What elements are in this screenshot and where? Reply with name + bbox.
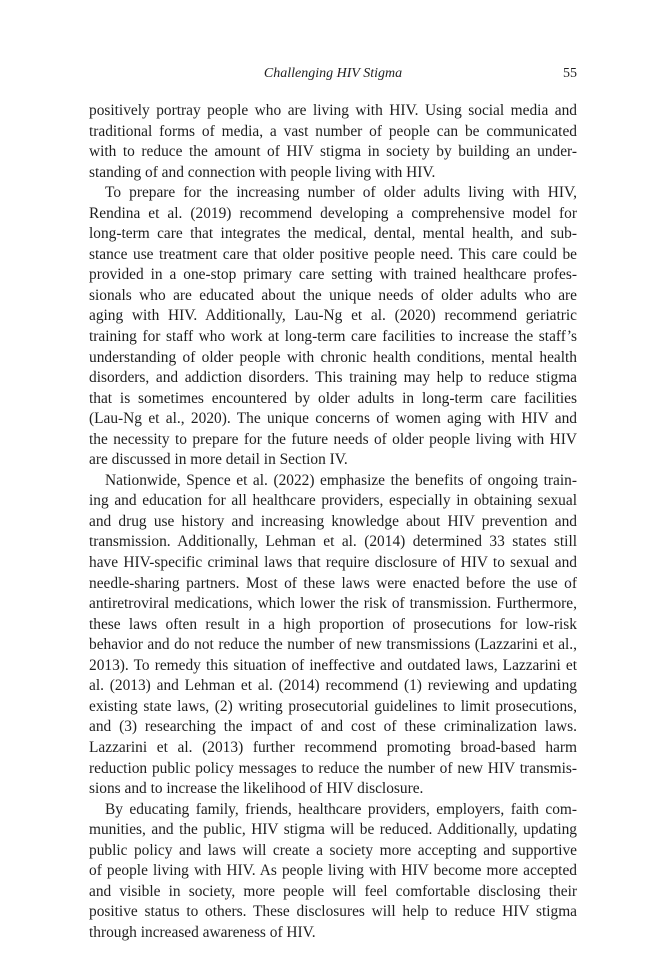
text-line: public policy and laws will create a society more accepting and supportive [89, 841, 577, 859]
text-line: By educating family, friends, healthcare providers, employers, faith com- [105, 800, 577, 818]
page-number: 55 [563, 66, 577, 81]
text-line: sions and to increase the likelihood of HIV disclosure. [89, 780, 424, 798]
text-line: Rendina et al. (2019) recommend developing a comprehensive model for [89, 204, 577, 222]
text-line: these laws often result in a high proportion of prosecutions for low-risk [89, 615, 577, 633]
running-head [89, 66, 577, 86]
text-line: and visible in society, more people will feel comfortable disclosing their [89, 882, 577, 900]
body-text [89, 101, 577, 943]
text-line: have HIV-specific criminal laws that require disclosure of HIV to sexual and [89, 554, 577, 572]
text-line: transmission. Additionally, Lehman et al. (2014) determined 33 states still [89, 533, 577, 551]
text-line: To prepare for the increasing number of older adults living with HIV, [105, 184, 577, 202]
text-line: the necessity to prepare for the future needs of older people living with HIV [89, 430, 577, 448]
text-line: munities, and the public, HIV stigma will be reduced. Additionally, updating [89, 821, 577, 839]
text-line: traditional forms of media, a vast number of people can be communicated [89, 122, 577, 140]
text-line: training for staff who work at long-term care facilities to increase the staff’s [89, 328, 577, 346]
text-line: of people living with HIV. As people living with HIV become more accepted [89, 862, 577, 880]
text-line: standing of and connection with people living with HIV. [89, 163, 436, 181]
text-line: Nationwide, Spence et al. (2022) emphasize the benefits of ongoing train- [105, 471, 577, 489]
text-line: with to reduce the amount of HIV stigma in society by building an under- [89, 143, 577, 161]
text-line: are discussed in more detail in Section IV. [89, 451, 348, 469]
text-line: ing and education for all healthcare providers, especially in obtaining sexual [89, 492, 577, 510]
text-line: behavior and do not reduce the number of new transmissions (Lazzarini et al., [89, 636, 577, 654]
text-line: needle-sharing partners. Most of these laws were enacted before the use of [89, 574, 577, 592]
running-title: Challenging HIV Stigma [263, 66, 403, 81]
text-line: disorders, and addiction disorders. This training may help to reduce stigma [89, 369, 577, 387]
text-line: Lazzarini et al. (2013) further recommend promoting broad-based harm [89, 738, 577, 756]
text-line: provided in a one-stop primary care setting with trained healthcare profes- [89, 266, 577, 284]
text-line: through increased awareness of HIV. [89, 923, 316, 941]
text-line: understanding of older people with chronic health conditions, mental health [89, 348, 577, 366]
text-line: that is sometimes encountered by older adults in long-term care facilities [89, 389, 577, 407]
text-line: aging with HIV. Additionally, Lau-Ng et al. (2020) recommend geriatric [89, 307, 577, 325]
text-line: positively portray people who are living with HIV. Using social media and [89, 102, 577, 119]
text-line: reduction public policy messages to reduce the number of new HIV transmis- [89, 759, 577, 777]
text-line: positive status to others. These disclosures will help to reduce HIV stigma [89, 903, 577, 921]
text-line: existing state laws, (2) writing prosecutorial guidelines to limit prosecutions, [89, 697, 577, 715]
text-line: al. (2013) and Lehman et al. (2014) recommend (1) reviewing and updating [89, 677, 577, 695]
text-line: 2013). To remedy this situation of ineffective and outdated laws, Lazzarini et [89, 656, 577, 674]
text-line: and drug use history and increasing knowledge about HIV prevention and [89, 512, 577, 530]
text-line: stance use treatment care that older positive people need. This care could be [89, 245, 577, 263]
text-line: long-term care that integrates the medical, dental, mental health, and sub- [89, 225, 577, 243]
text-line: antiretroviral medications, which lower the risk of transmission. Furthermore, [89, 595, 577, 613]
text-line: and (3) researching the impact of and cost of these criminalization laws. [89, 718, 577, 736]
text-line: (Lau-Ng et al., 2020). The unique concerns of women aging with HIV and [89, 410, 577, 428]
text-line: sionals who are educated about the unique needs of older adults who are [89, 286, 577, 304]
